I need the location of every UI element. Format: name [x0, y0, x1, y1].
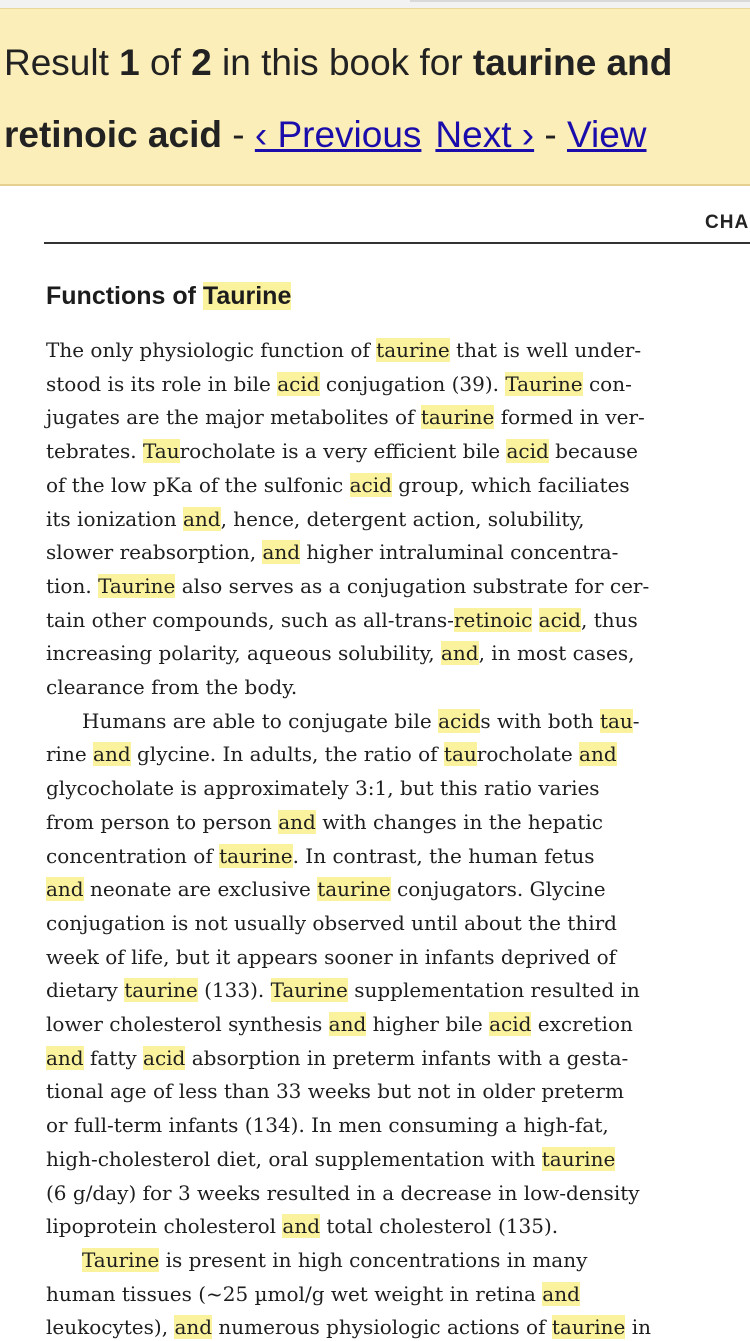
text-run: (133).	[197, 978, 271, 1003]
text-run: , in most cases,	[478, 641, 635, 666]
result-index: 1	[119, 42, 140, 83]
text-run: in	[625, 1315, 652, 1340]
view-all-link[interactable]: View	[566, 114, 647, 155]
text-run: Humans are able to conjugate bile	[82, 708, 439, 733]
heading-prefix: Functions of	[46, 282, 203, 310]
highlighted-search-term: Taurine	[270, 978, 348, 1003]
text-run: rocholate is a very efficient bile	[179, 439, 507, 464]
text-run	[532, 608, 538, 632]
text-line	[46, 875, 708, 903]
text-run: with changes in the hepatic	[315, 809, 603, 834]
text-run: its ionization	[46, 506, 183, 531]
search-query-part-1: taurine and	[472, 42, 673, 83]
text-run: high-cholesterol diet, oral supplementation with	[46, 1146, 542, 1171]
text-run: also serves as a conjugation substrate for cer-	[175, 573, 650, 598]
text-run: of the low pKa of the sulfonic	[46, 472, 350, 497]
text-run: is present in high concentrations in many	[159, 1247, 588, 1272]
text-run: human tissues (~25 µmol/g wet weight in retina	[46, 1281, 543, 1306]
text-line	[46, 976, 708, 1004]
text-line	[46, 943, 708, 971]
banner-line-2	[4, 114, 647, 156]
text-line	[46, 336, 708, 364]
highlighted-search-term: acid	[349, 472, 392, 497]
heading-highlighted-term: Taurine	[202, 282, 292, 310]
text-line	[46, 1179, 708, 1207]
text-run: that is well under-	[449, 338, 642, 362]
highlighted-search-term: and	[46, 877, 84, 902]
text-run: jugates are the major metabolites of	[46, 405, 421, 430]
previous-result-link[interactable]: ‹ Previous	[254, 114, 422, 155]
text-line	[82, 707, 708, 735]
text-line	[46, 1145, 708, 1173]
result-middle-text: in this book for	[211, 42, 473, 83]
text-run: . In contrast, the human fetus	[292, 843, 595, 868]
text-run: rocholate	[476, 742, 580, 767]
text-line	[46, 572, 708, 600]
text-run: absorption in preterm infants with a gesta-	[185, 1045, 629, 1070]
highlighted-search-term: tau	[443, 742, 477, 767]
highlighted-search-term: acid	[489, 1012, 532, 1036]
result-prefix: Result	[4, 42, 120, 83]
text-run: increasing polarity, aqueous solubility,	[46, 641, 441, 666]
highlighted-search-term: taurine	[376, 338, 450, 362]
text-line	[46, 639, 708, 667]
text-line	[46, 842, 708, 870]
highlighted-search-term: Tau	[143, 439, 180, 464]
text-run: (6 g/day) for 3 weeks resulted in a decrease in low-density	[46, 1180, 640, 1205]
text-run: slower reabsorption,	[46, 540, 263, 565]
highlighted-search-term: and	[579, 742, 617, 767]
text-line	[46, 774, 708, 802]
text-line	[46, 1313, 708, 1341]
text-line	[46, 538, 708, 566]
highlighted-search-term: Taurine	[82, 1247, 160, 1272]
highlighted-search-term: taurine	[317, 877, 391, 902]
highlighted-search-term: and	[328, 1012, 367, 1036]
text-run: or full-term infants (134). In men consuming a high-fat,	[46, 1113, 609, 1138]
highlighted-search-term: and	[262, 540, 301, 565]
highlighted-search-term: retinoic	[453, 607, 533, 632]
highlighted-search-term: and	[282, 1214, 321, 1239]
highlighted-search-term: acid	[438, 708, 481, 733]
text-run: , hence, detergent action, solubility,	[220, 506, 585, 531]
text-line	[46, 1212, 708, 1240]
result-total: 2	[191, 42, 212, 83]
header-rule	[44, 242, 750, 244]
highlighted-search-term: acid	[277, 371, 320, 396]
text-line	[46, 1111, 708, 1139]
text-line	[46, 437, 708, 465]
highlighted-search-term: and	[278, 809, 316, 834]
text-line	[46, 1077, 708, 1105]
text-line	[46, 505, 708, 533]
highlighted-search-term: taurine	[219, 843, 293, 868]
banner-line-1	[4, 42, 672, 84]
text-run: excretion	[531, 1012, 633, 1036]
text-line	[46, 471, 708, 499]
text-run: clearance from the body.	[46, 675, 298, 699]
text-run: glycine. In adults, the ratio of	[130, 742, 444, 767]
text-line	[82, 1246, 708, 1274]
text-run: supplementation resulted in	[347, 978, 640, 1003]
banner-separator-2: -	[534, 114, 567, 155]
text-run: stood is its role in bile	[46, 371, 278, 396]
text-line	[46, 808, 708, 836]
text-line	[46, 909, 708, 937]
text-run: from person to person	[46, 809, 279, 834]
text-run: , thus	[580, 607, 638, 632]
text-run: lipoprotein cholesterol	[46, 1214, 283, 1239]
text-run: conjugation is not usually observed until about the third	[46, 910, 617, 935]
search-query-part-2: retinoic acid	[4, 114, 222, 155]
text-line	[46, 1044, 708, 1072]
highlighted-search-term: taurine	[541, 1146, 616, 1171]
result-of-text: of	[139, 42, 192, 83]
text-run: conjugation (39).	[319, 371, 506, 396]
highlighted-search-term: taurine	[551, 1315, 626, 1340]
text-run: leukocytes),	[46, 1315, 175, 1340]
text-line	[46, 1280, 708, 1308]
text-run: lower cholesterol synthesis	[46, 1012, 329, 1036]
highlighted-search-term: acid	[143, 1045, 186, 1070]
highlighted-search-term: and	[182, 506, 221, 531]
text-run: conjugators. Glycine	[390, 877, 606, 902]
text-run: dietary	[46, 978, 125, 1003]
highlighted-search-term: acid	[506, 439, 549, 464]
text-run: fatty	[83, 1045, 144, 1070]
text-run: higher intraluminal concentra-	[300, 540, 619, 565]
browser-top-divider	[410, 0, 750, 2]
highlighted-search-term: taurine	[420, 405, 495, 430]
highlighted-search-term: and	[440, 641, 479, 666]
text-line	[46, 370, 708, 398]
text-line	[46, 606, 708, 634]
text-run: because	[548, 439, 638, 464]
highlighted-search-term: taurine	[124, 978, 198, 1003]
text-line	[46, 1010, 708, 1038]
next-result-link[interactable]: Next ›	[435, 114, 535, 155]
text-run: group, which faciliates	[391, 472, 630, 497]
text-run: glycocholate is approximately 3:1, but this ratio varies	[46, 776, 600, 801]
highlighted-search-term: tau	[599, 708, 633, 733]
text-run: total cholesterol (135).	[320, 1214, 559, 1239]
highlighted-search-term: Taurine	[98, 573, 176, 598]
text-line	[46, 673, 708, 701]
text-run: con-	[582, 371, 632, 396]
text-run: The only physiologic function of	[46, 338, 377, 362]
banner-separator: -	[221, 114, 255, 155]
text-run: neonate are exclusive	[83, 877, 318, 902]
text-run: formed in ver-	[494, 405, 645, 430]
text-run: rine	[46, 742, 94, 767]
highlighted-search-term: and	[93, 742, 131, 767]
text-run: concentration of	[46, 843, 220, 868]
text-line	[46, 740, 708, 768]
text-run: tain other compounds, such as all-trans-	[46, 607, 454, 632]
highlighted-search-term: and	[46, 1045, 84, 1070]
highlighted-search-term: and	[174, 1315, 213, 1340]
text-run: tebrates.	[46, 439, 144, 464]
text-run: tion.	[46, 573, 99, 598]
text-run: tional age of less than 33 weeks but not in older preterm	[46, 1079, 624, 1104]
highlighted-search-term: and	[542, 1281, 580, 1306]
text-run: higher bile	[366, 1012, 490, 1036]
text-run: week of life, but it appears sooner in infants deprived of	[46, 944, 617, 969]
highlighted-search-term: acid	[538, 607, 581, 632]
text-run: numerous physiologic actions of	[212, 1315, 552, 1340]
highlighted-search-term: Taurine	[505, 371, 583, 396]
book-page[interactable]	[0, 188, 750, 1340]
text-run: -	[632, 708, 640, 733]
section-heading	[46, 282, 291, 311]
search-result-banner	[0, 8, 750, 186]
running-head: CHA	[705, 212, 750, 233]
text-line	[46, 403, 708, 431]
text-run: s with both	[480, 708, 600, 733]
